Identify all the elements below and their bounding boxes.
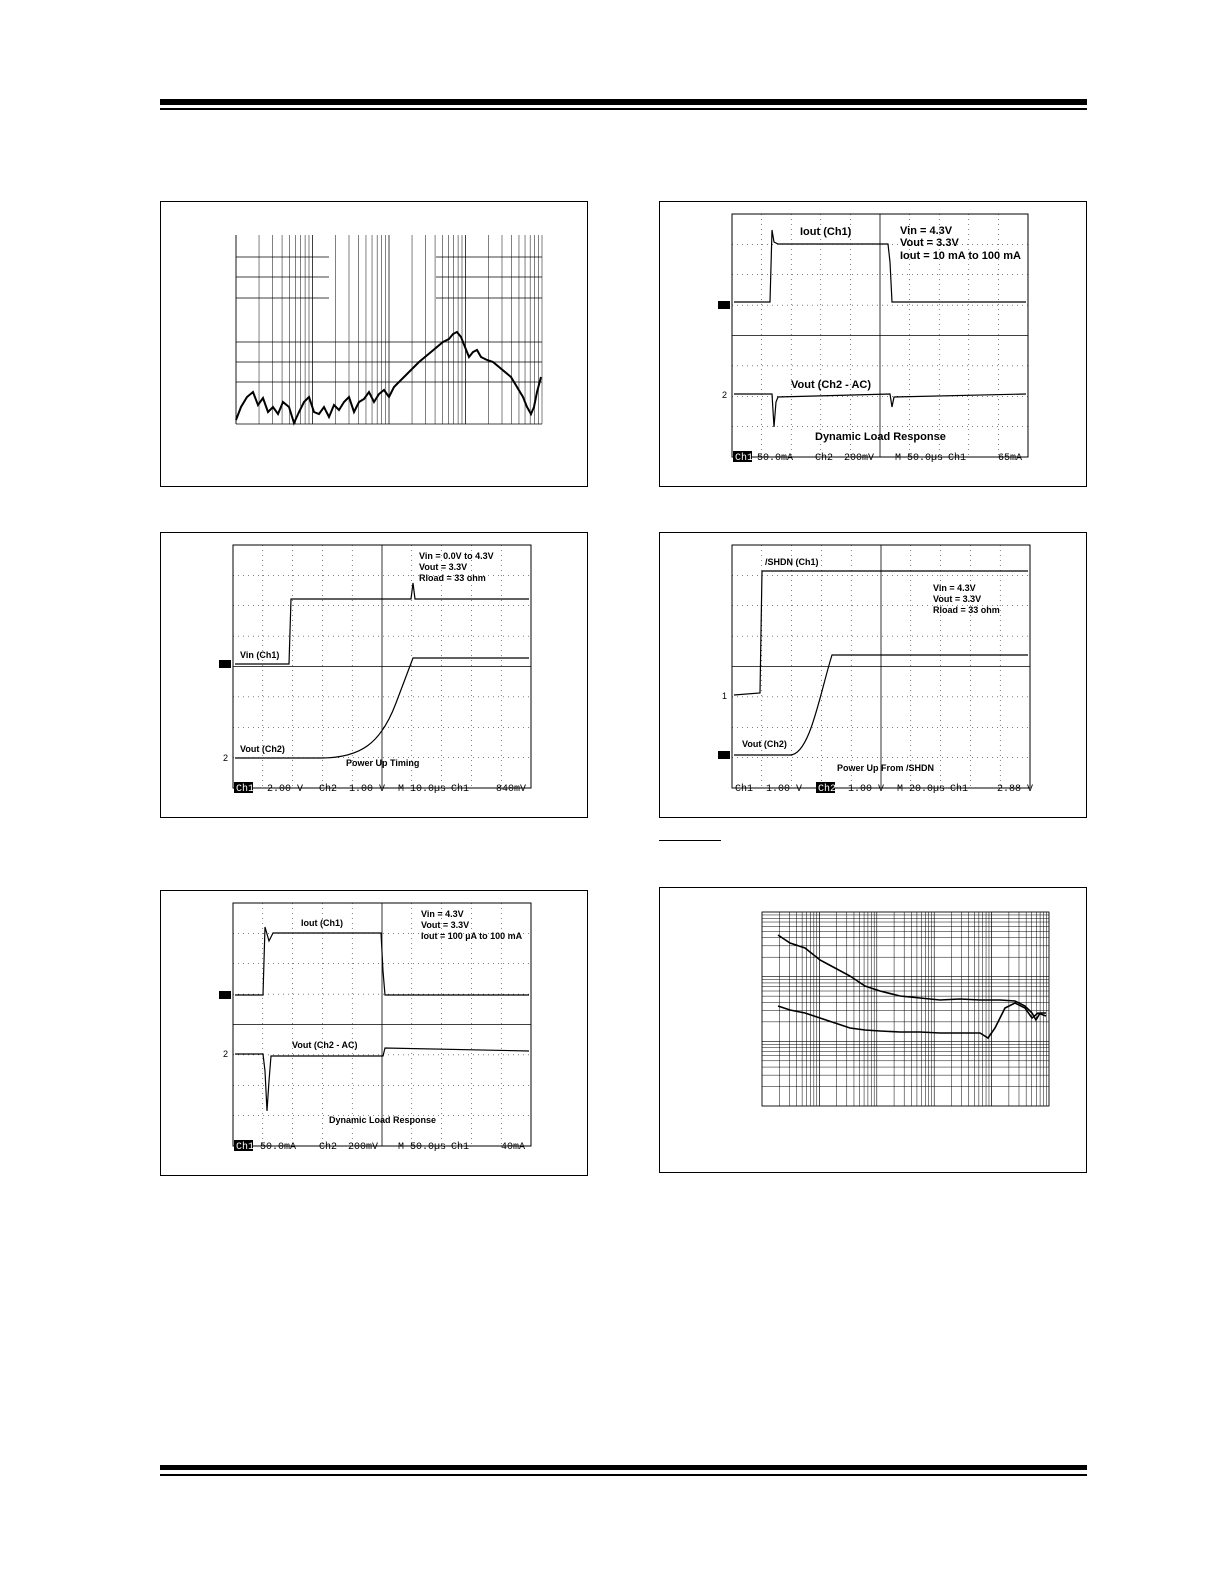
- cond-vout: Vout = 3.3V: [900, 237, 959, 249]
- scope-screen-fig3: [161, 533, 589, 819]
- status-ch1: Ch1: [236, 1142, 255, 1153]
- ch2-marker: 2: [223, 753, 229, 763]
- noise-curve-lower: [778, 1003, 1046, 1038]
- footer-rule-thick: [160, 1465, 1087, 1470]
- status-time: M 10.0µs: [398, 784, 447, 795]
- scope-title: Dynamic Load Response: [329, 1115, 437, 1125]
- status-ch2-scale: 1.00 V: [848, 784, 885, 795]
- scope-screen-fig4: [660, 533, 1088, 819]
- iout-label: Iout (Ch1): [301, 918, 343, 928]
- status-ch2: Ch2: [319, 784, 338, 795]
- iout-label: Iout (Ch1): [800, 226, 852, 238]
- header-rule-thick: [160, 99, 1087, 105]
- status-level: 840mV: [496, 784, 527, 795]
- ch1-marker: [718, 301, 730, 309]
- status-ch1-scale: 2.00 V: [267, 784, 304, 795]
- status-level: 40mA: [501, 1142, 526, 1153]
- figure-log-plot-left: [160, 201, 588, 487]
- status-trig: Ch1: [950, 784, 969, 795]
- ch2-marker: [718, 751, 730, 759]
- ch1-marker: 1: [722, 691, 728, 701]
- status-ch2-scale: 200mV: [844, 453, 875, 464]
- status-time: M 50.0µs: [895, 453, 944, 464]
- status-time: M 20.0µs: [897, 784, 946, 795]
- status-ch1-scale: 1.00 V: [766, 784, 803, 795]
- cond-vout: Vout = 3.3V: [421, 920, 470, 930]
- cond-vin: Vin = 4.3V: [421, 909, 464, 919]
- cond-rload: Rload = 33 ohm: [933, 605, 1000, 615]
- ch2-marker: 2: [722, 390, 728, 400]
- scope-screen-fig2: [660, 202, 1088, 488]
- figure-dynamic-load-10ma: [659, 201, 1087, 487]
- ch1-marker: [219, 991, 231, 999]
- cond-vin: Vin = 0.0V to 4.3V: [419, 551, 494, 561]
- log-plot-right-svg: [660, 888, 1088, 1174]
- status-ch1-scale: 50.0mA: [260, 1142, 297, 1153]
- figure-dynamic-load-100ua: [160, 890, 588, 1176]
- shdn-label: /SHDN (Ch1): [765, 557, 819, 567]
- scope-title: Dynamic Load Response: [815, 431, 946, 443]
- status-trig: Ch1: [451, 1142, 470, 1153]
- scope-screen-fig5: [161, 891, 589, 1177]
- cond-vout: Vout = 3.3V: [419, 562, 468, 572]
- status-ch1: Ch1: [236, 784, 255, 795]
- ch1-marker: [219, 660, 231, 668]
- scope-title: Power Up Timing: [346, 758, 420, 768]
- status-level: 65mA: [998, 453, 1023, 464]
- status-ch2-scale: 1.00 V: [349, 784, 386, 795]
- status-ch2: Ch2: [815, 453, 834, 464]
- status-ch1-scale: 50.0mA: [757, 453, 794, 464]
- cond-iout: Iout = 10 mA to 100 mA: [900, 250, 1021, 262]
- status-ch2: Ch2: [319, 1142, 338, 1153]
- figure-power-up-timing: [160, 532, 588, 818]
- psrr-curve: [236, 332, 541, 423]
- cond-vout: Vout = 3.3V: [933, 594, 982, 604]
- footer-rule-thin: [160, 1474, 1087, 1476]
- log-grid-right: [762, 912, 1049, 1106]
- vin-label: Vin (Ch1): [240, 650, 280, 660]
- status-time: M 50.0µs: [398, 1142, 447, 1153]
- cond-vin: Vin = 4.3V: [933, 583, 976, 593]
- ch2-marker: 2: [223, 1049, 229, 1059]
- header-rule-thin: [160, 108, 1087, 110]
- vout-label: Vout (Ch2 - AC): [292, 1040, 358, 1050]
- figure-log-plot-right: [659, 887, 1087, 1173]
- status-trig: Ch1: [451, 784, 470, 795]
- status-ch1: Ch1: [735, 453, 754, 464]
- status-ch2-scale: 200mV: [348, 1142, 379, 1153]
- status-trig: Ch1: [948, 453, 967, 464]
- status-level: 2.88 V: [997, 784, 1034, 795]
- vout-label: Vout (Ch2): [240, 744, 285, 754]
- scope-title: Power Up From /SHDN: [837, 763, 935, 773]
- status-ch1: Ch1: [735, 784, 754, 795]
- vout-label: Vout (Ch2): [742, 739, 787, 749]
- note-underline: [659, 840, 721, 841]
- figure-power-up-shdn: [659, 532, 1087, 818]
- status-ch2: Ch2: [818, 784, 837, 795]
- cond-iout: Iout = 100 µA to 100 mA: [421, 931, 523, 941]
- log-plot-left-svg: [161, 202, 589, 488]
- vout-label: Vout (Ch2 - AC): [791, 379, 872, 391]
- cond-vin: Vin = 4.3V: [900, 225, 953, 237]
- cond-rload: Rload = 33 ohm: [419, 573, 486, 583]
